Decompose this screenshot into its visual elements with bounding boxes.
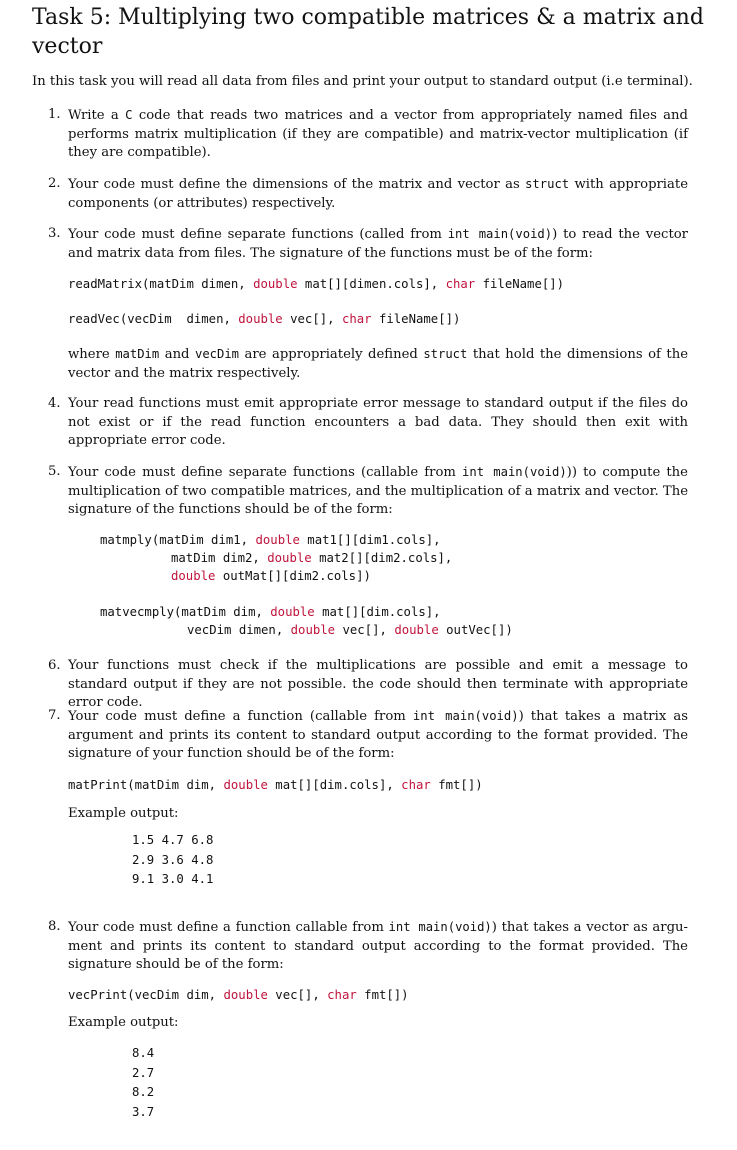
matmply-signature-line-3: double outMat[][dim2.cols]) [171,569,371,583]
readmatrix-signature: readMatrix(matDim dimen, double mat[][dimen.cols], char fileName[]) [68,277,565,291]
item-text: Your code must define the dimensions of the matrix and vector as struct with appropriate components (or attributes) respectively. [68,177,688,211]
item-number: 7. [48,708,61,723]
item-text: Your code must define a function callable from int main(void)) that takes a vector as argu- ment and prints its content to standard output according to the format provided. The signature should be of the form: [68,920,688,972]
example-output-label: Example output: [68,1015,179,1030]
list-item-1 [48,106,688,163]
list-item-3 [48,225,688,263]
item-number: 2. [48,176,61,191]
item-text: Your code must define separate functions (callable from int main(void))) to compute the multiplication of two compatible matrices, and the multiplication of a matrix and vector. The signature of the functions should be of the form: [68,465,688,517]
matvecmply-signature-line-2: vecDim dimen, double vec[], double outVec[]) [187,623,513,637]
output-line: 2.7 [132,1065,155,1080]
item-number: 4. [48,396,61,411]
vecprint-signature: vecPrint(vecDim dim, double vec[], char fmt[]) [68,988,409,1002]
example-output-label: Example output: [68,806,179,821]
output-line: 9.1 3.0 4.1 [132,872,214,886]
output-line: 3.7 [132,1104,155,1119]
intro-paragraph: In this task you will read all data from files and print your output to standard output (i.e terminal). [32,74,693,89]
matprint-signature: matPrint(matDim dim, double mat[][dim.cols], char fmt[]) [68,778,483,792]
item-number: 6. [48,658,61,673]
item-number: 1. [48,107,61,122]
output-line: 1.5 4.7 6.8 [132,833,214,847]
output-line: 2.9 3.6 4.8 [132,852,214,867]
output-line: 8.4 [132,1046,155,1060]
matvecmply-signature-line-1: matvecmply(matDim dim, double mat[][dim.cols], [100,605,441,619]
readvec-signature: readVec(vecDim dimen, double vec[], char fileName[]) [68,312,461,326]
matrix-example-output [132,831,213,890]
page-title: Task 5: Multiplying two compatible matrices & a matrix and vector [32,5,704,59]
item-text: Your code must define separate functions (called from int main(void)) to read the vector and matrix data from files. The signature of the functions must be of the form: [68,227,688,261]
list-item-6 [48,657,688,713]
item-text: Write a C code that reads two matrices and a vector from appropriately named files and performs matrix multiplication (if they are compatible) and matrix-vector multiplication (if they are compatible). [68,108,688,160]
item-text: Your read functions must emit appropriate error message to standard output if the files do not exist or if the read function encounters a bad data. They should then exit with appropriate error code. [68,396,688,448]
list-item-5 [48,463,688,520]
item-3-note: where matDim and vecDim are appropriately defined struct that hold the dimensions of the vector and the matrix respectively. [68,347,688,381]
item-number: 3. [48,226,61,241]
list-item-7 [48,707,688,764]
item-text: Your functions must check if the multiplications are possible and emit a message to standard output if they are not possible. the code should then terminate with appropriate error code. [68,658,688,710]
list-item-8 [48,918,688,975]
item-number: 8. [48,919,61,934]
output-line: 8.2 [132,1085,155,1099]
matmply-signature-line-2: matDim dim2, double mat2[][dim2.cols], [171,551,453,565]
item-number: 5. [48,464,61,479]
matmply-signature-line-1: matmply(matDim dim1, double mat1[][dim1.cols], [100,533,441,547]
list-item-4 [48,395,688,451]
vector-example-output [132,1044,154,1122]
item-text: Your code must define a function (callable from int main(void)) that takes a matrix as argument and prints its content to standard output according to the format provided. The signature of your function should be of the form: [68,709,688,761]
list-item-2 [48,175,688,213]
